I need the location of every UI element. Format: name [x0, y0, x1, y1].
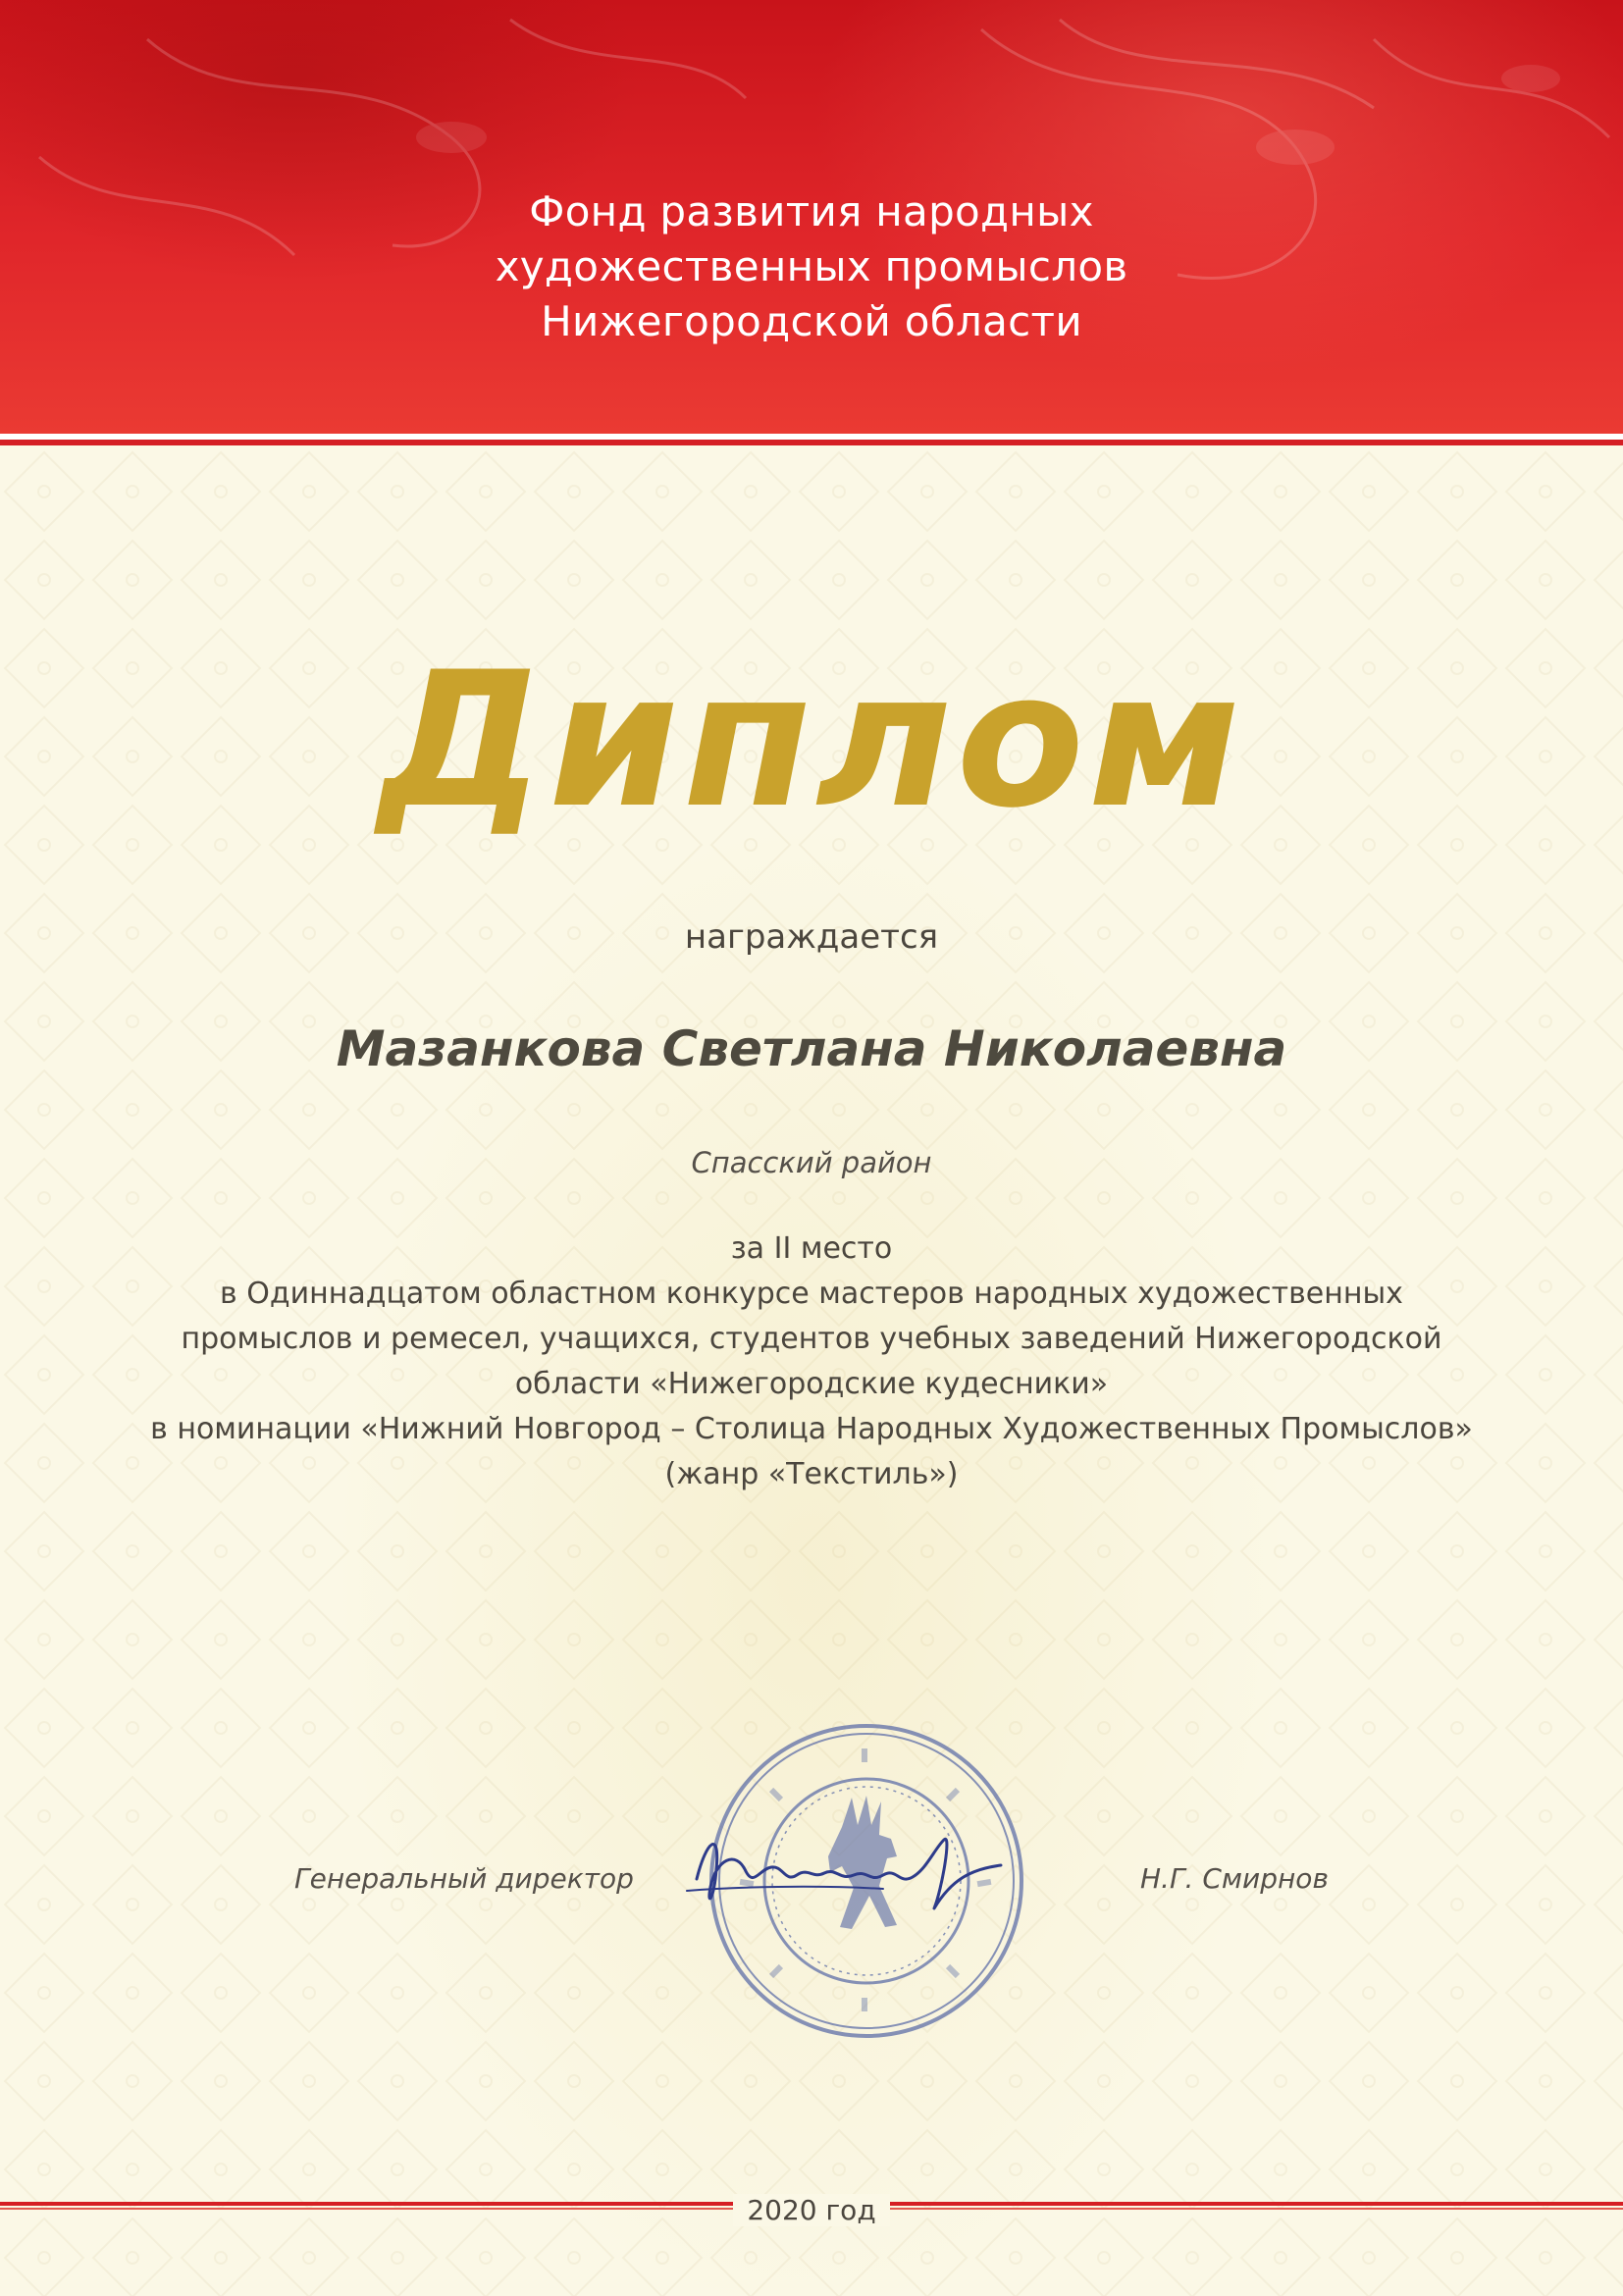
- organization-name: [0, 184, 1623, 349]
- award-reason-line: промыслов и ремесел, учащихся, студентов учебных заведений Нижегородской: [181, 1322, 1442, 1356]
- footer-divider: [0, 2208, 1623, 2210]
- award-reason: [0, 1226, 1623, 1497]
- handwritten-signature-icon: [677, 1810, 1011, 1928]
- diploma-title: Диплом: [378, 632, 1245, 849]
- footer-divider: [0, 2202, 1623, 2206]
- organization-name-line: Нижегородской области: [541, 297, 1082, 345]
- organization-name-line: художественных промыслов: [495, 242, 1128, 290]
- signer-position: Генеральный директор: [294, 1862, 634, 1895]
- award-reason-line: области «Нижегородские кудесники»: [514, 1367, 1109, 1401]
- header-band: [0, 0, 1623, 434]
- award-reason-line: в Одиннадцатом областном конкурсе мастеров народных художественных: [220, 1277, 1403, 1311]
- year-label: 2020 год: [733, 2194, 889, 2226]
- award-reason-line: в номинации «Нижний Новгород – Столица Народных Художественных Промыслов»: [150, 1412, 1473, 1446]
- header-divider: [0, 440, 1623, 445]
- signer-name: Н.Г. Смирнов: [1140, 1862, 1329, 1895]
- awarded-text: награждается: [684, 917, 939, 957]
- recipient-district: Спасский район: [691, 1146, 932, 1179]
- award-reason-line: (жанр «Текстиль»): [664, 1457, 959, 1491]
- organization-name-line: Фонд развития народных: [529, 187, 1094, 235]
- award-reason-line: за II место: [730, 1231, 893, 1266]
- recipient-name: Мазанкова Светлана Николаевна: [336, 1020, 1287, 1077]
